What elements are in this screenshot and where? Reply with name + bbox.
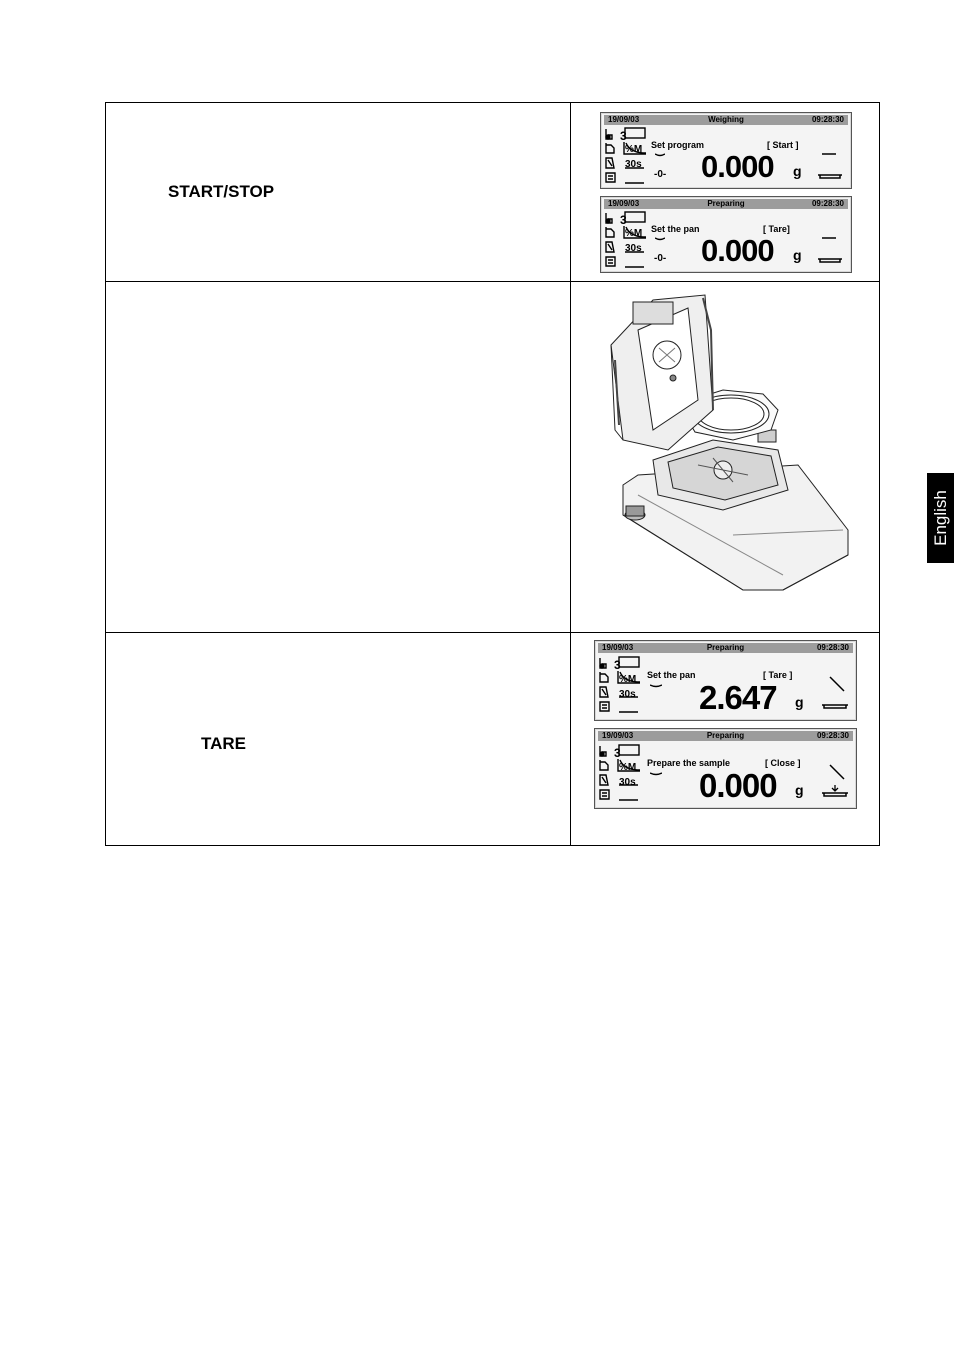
lcd-mode: Preparing [706, 731, 745, 740]
lcd-program-number: 3 [614, 658, 621, 672]
lcd-moisture-label: %M [625, 228, 643, 239]
lcd-interval-label: 30s [625, 159, 642, 170]
step-row-open-lid [106, 282, 880, 633]
step-row-tare [106, 633, 880, 846]
step-row-start [106, 103, 880, 282]
lcd-date: 19/09/03 [608, 199, 640, 208]
lcd-stability-icon [655, 237, 665, 241]
lcd-message: Set program [651, 140, 705, 150]
pan-icon [816, 235, 844, 265]
language-tab [927, 473, 954, 563]
lcd-date: 19/09/03 [602, 643, 634, 652]
lcd-display-tare [594, 640, 857, 721]
lcd-weight-value: 2.647 [699, 679, 777, 716]
step-description-cell [106, 282, 571, 633]
lcd-mode: Preparing [707, 199, 745, 208]
lcd-time: 09:28:30 [816, 731, 849, 740]
lcd-display-preparing [600, 196, 852, 273]
lcd-program-number: 3 [620, 129, 627, 143]
lcd-status-icons [604, 126, 652, 186]
lcd-status-icons [598, 742, 646, 804]
lcd-message: Prepare the sample [647, 758, 731, 768]
lid-open-pan-icon [820, 671, 850, 711]
lcd-display-prepare-sample [594, 728, 857, 809]
language-tab-label: English [930, 490, 950, 546]
lcd-program-number: 3 [620, 213, 627, 227]
lcd-weight-value: 0.000 [701, 149, 774, 184]
lcd-date: 19/09/03 [602, 731, 634, 740]
lcd-unit: g [795, 694, 804, 710]
sample-on-pan-icon [820, 759, 850, 799]
lcd-date: 19/09/03 [608, 115, 640, 124]
lcd-message: Set the pan [651, 224, 700, 234]
lcd-program-number: 3 [614, 746, 621, 760]
lcd-prompt: [ Start ] [767, 140, 799, 150]
lcd-mode: Weighing [708, 115, 744, 124]
lcd-status-bar [598, 731, 853, 741]
lcd-status-icons [598, 654, 646, 716]
lcd-interval-label: 30s [619, 777, 636, 788]
tare-key-label: TARE [201, 734, 247, 753]
moisture-analyzer-illustration [593, 290, 863, 595]
start-stop-key-label: START/STOP [168, 182, 275, 201]
lcd-status-bar [598, 643, 853, 653]
lcd-time: 09:28:30 [811, 115, 844, 124]
lcd-moisture-label: %M [625, 144, 643, 155]
lcd-interval-label: 30s [625, 243, 642, 254]
lcd-stability-icon [650, 684, 662, 688]
lcd-display-weighing [600, 112, 852, 189]
lcd-status-bar [604, 199, 848, 209]
lcd-unit: g [793, 163, 802, 179]
lcd-time: 09:28:30 [811, 199, 844, 208]
lcd-unit: g [793, 247, 802, 263]
lcd-interval-label: 30s [619, 689, 636, 700]
lcd-prompt: [ Tare ] [763, 670, 793, 680]
pan-icon [816, 151, 844, 181]
lcd-mode: Preparing [706, 643, 745, 652]
lcd-prompt: [ Close ] [765, 758, 801, 768]
lcd-weight-value: 0.000 [699, 767, 777, 804]
lcd-status-icons [604, 210, 652, 270]
step-description-cell [106, 633, 571, 846]
step-image-cell [571, 282, 880, 633]
lcd-prompt: [ Tare] [763, 224, 790, 234]
steps-table [105, 102, 880, 846]
lcd-zero-indicator: -0- [654, 169, 667, 180]
lcd-zero-indicator: -0- [654, 253, 667, 264]
step-description-cell [106, 103, 571, 282]
step-image-cell [571, 633, 880, 846]
lcd-stability-icon [655, 153, 665, 157]
lcd-message: Set the pan [647, 670, 696, 680]
lcd-weight-value: 0.000 [701, 233, 774, 268]
lcd-unit: g [795, 782, 804, 798]
lcd-time: 09:28:30 [816, 643, 849, 652]
lcd-stability-icon [650, 772, 662, 776]
step-image-cell [571, 103, 880, 282]
lcd-status-bar [604, 115, 848, 125]
lcd-moisture-label: %M [619, 762, 637, 773]
lcd-moisture-label: %M [619, 674, 637, 685]
